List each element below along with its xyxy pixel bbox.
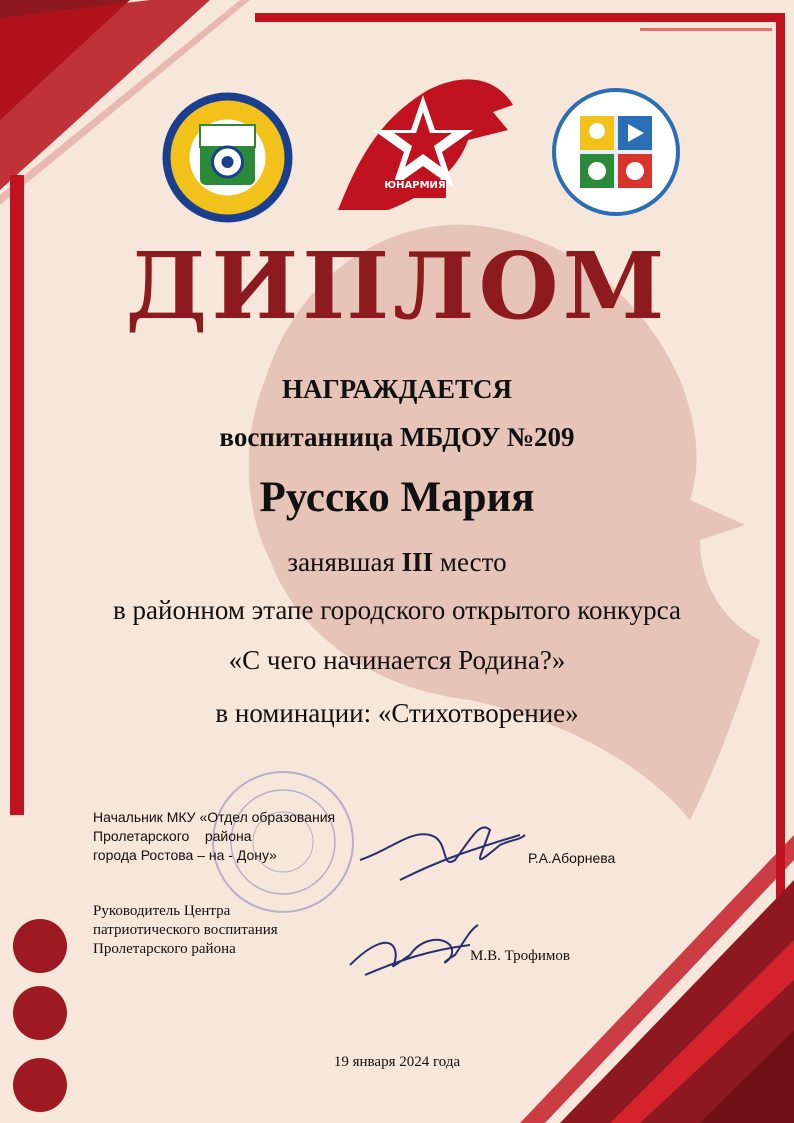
award-date: 19 января 2024 года <box>333 1054 461 1070</box>
diploma-title: ДИПЛОМ <box>125 232 669 340</box>
nomination-line: в номинации: «Стихотворение» <box>215 698 579 728</box>
signer1-name: Р.А.Аборнева <box>528 850 616 866</box>
recipient-name: Русско Мария <box>259 474 535 521</box>
place-rank: III <box>401 547 434 577</box>
place-suffix: место <box>433 547 507 577</box>
place-prefix: занявшая <box>287 547 402 577</box>
signer2-title-line3: Пролетарского района <box>93 941 236 957</box>
leisure-center-logo <box>552 88 680 216</box>
frame-top-inner <box>640 28 772 31</box>
yunarmia-logo-text: ЮНАРМИЯ <box>384 180 446 191</box>
signature-block-1 <box>93 808 335 865</box>
signer2-title-line2: патриотического воспитания <box>93 922 278 938</box>
signature-block-2 <box>93 902 278 959</box>
frame-top <box>255 13 785 22</box>
yunarmia-logo <box>318 60 518 220</box>
decor-circle-2 <box>13 986 67 1040</box>
stage-line: в районном этапе городского открытого конкурса <box>113 595 681 625</box>
district-emblem-logo <box>160 90 295 225</box>
signature-aborneva <box>360 827 525 880</box>
pupil-line: воспитанница МБДОУ №209 <box>219 422 575 452</box>
signer2-title-line1: Руководитель Центра <box>93 903 231 919</box>
signer1-title-line3: города Ростова – на - Дону» <box>93 847 277 863</box>
awarded-heading: НАГРАЖДАЕТСЯ <box>281 374 512 404</box>
place-line <box>0 547 794 578</box>
signer1-title-line1: Начальник МКУ «Отдел образования <box>93 809 336 825</box>
signer1-title-line2: Пролетарского района <box>93 828 252 844</box>
decor-circle-1 <box>13 919 67 973</box>
signature-trofimov <box>350 925 478 975</box>
contest-line: «С чего начинается Родина?» <box>228 645 566 675</box>
signer2-name: М.В. Трофимов <box>470 948 571 964</box>
